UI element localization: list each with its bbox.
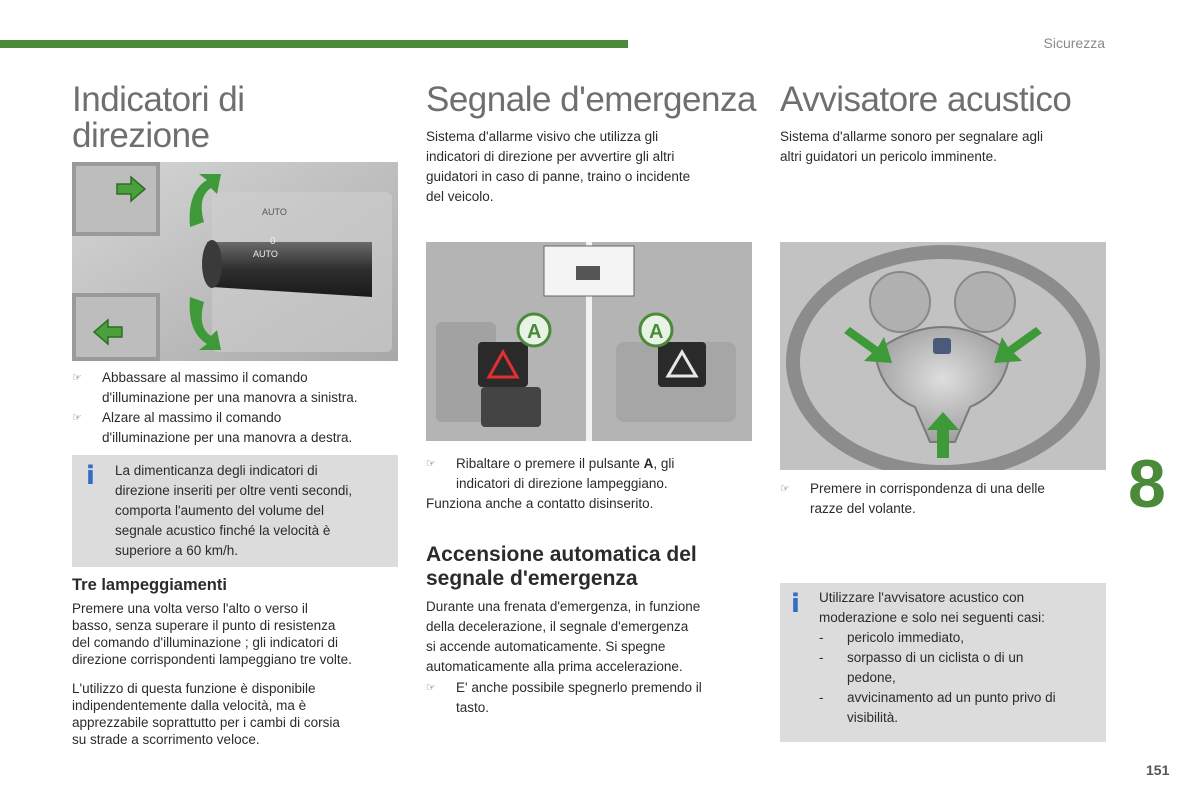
section-title: Sicurezza (1043, 35, 1105, 51)
paragraph-accensione: Durante una frenata d'emergenza, in funzione della decelerazione, il segnale d'emergenza si accende automaticamente. Si spegne automaticamente alla prima accelerazione. (426, 599, 701, 674)
label-a-left: A (527, 321, 542, 343)
pointing-hand-icon: ☞ (426, 682, 436, 694)
pointing-hand-icon: ☞ (72, 372, 82, 384)
paragraph-utilizzo: L'utilizzo di questa funzione è disponibile indipendentemente dalla velocità, ma è apprezzabile soprattutto per i cambi di corsia su strade a scorrimento veloce. (72, 681, 340, 747)
list-item: - sorpasso di un ciclista o di un pedone, (819, 650, 1024, 685)
list-item: - avvicinamento ad un punto privo di visibilità. (819, 690, 1056, 725)
list-item: - pericolo immediato, (819, 630, 965, 645)
stalk-illustration (72, 162, 398, 361)
steering-wheel-illustration (780, 242, 1106, 470)
indicator-bullet-2 (72, 408, 352, 448)
info-icon: i (86, 461, 95, 491)
info-box-indicators (72, 455, 398, 567)
title-line-2: direzione (72, 116, 210, 155)
bullet-text: Abbassare al massimo il comando (102, 370, 308, 385)
chapter-number: 8 (1128, 446, 1166, 522)
title-indicatori (72, 82, 244, 154)
horn-bullet: ☞ Premere in corrispondenza di una delle razze del volante. (780, 481, 1045, 516)
indicator-bullet-1 (72, 368, 357, 408)
intro-segnale: Sistema d'allarme visivo che utilizza gli indicatori di direzione per avvertire gli altri guidatori in caso di panne, traino o incidente del veicolo. (426, 129, 691, 204)
header-green-bar (0, 40, 628, 48)
bullet-text: Alzare al massimo il comando (102, 410, 282, 425)
title-segnale: Segnale d'emergenza (426, 80, 756, 119)
zero-label: 0 (270, 236, 276, 247)
accensione-bullet: ☞ E' anche possibile spegnerlo premendo il tasto. (426, 680, 702, 715)
subheading-tre-lampeggiamenti: Tre lampeggiamenti (72, 576, 227, 594)
info-box-horn (780, 583, 1106, 742)
title-line-1: Indicatori di (72, 80, 245, 119)
label-a-right: A (649, 321, 664, 343)
pointing-hand-icon: ☞ (72, 412, 82, 424)
intro-avvisatore: Sistema d'allarme sonoro per segnalare agli altri guidatori un pericolo imminente. (780, 129, 1043, 164)
info-icon: i (791, 589, 800, 619)
hazard-note: Funziona anche a contatto disinserito. (426, 496, 654, 511)
info-horn-intro: Utilizzare l'avvisatore acustico con moderazione e solo nei seguenti casi: (819, 590, 1045, 625)
page-number: 151 (1146, 762, 1170, 778)
hazard-bullet: ☞ Ribaltare o premere il pulsante A, gli indicatori di direzione lampeggiano. (426, 456, 675, 491)
auto-label-top: AUTO (262, 207, 287, 217)
paragraph-tre-lampeggiamenti: Premere una volta verso l'alto o verso il basso, senza superare il punto di resistenza del comando d'illuminazione ; gli indicatori di direzione corrispondenti lampeggiano tre volte. (72, 601, 352, 667)
info-text: La dimenticanza degli indicatori di direzione inseriti per oltre venti secondi, comporta l'aumento del volume del segnale acustico finché la velocità è superiore a 60 km/h. (115, 463, 353, 558)
pointing-hand-icon: ☞ (780, 483, 790, 495)
hazard-button-illustration (426, 242, 752, 441)
pointing-hand-icon: ☞ (426, 458, 436, 470)
info-horn-list (819, 628, 1099, 728)
bullet-text: d'illuminazione per una manovra a destra. (102, 430, 353, 445)
heading-accensione: Accensione automatica del segnale d'emergenza (426, 543, 697, 590)
title-avvisatore: Avvisatore acustico (780, 80, 1072, 119)
bullet-text: d'illuminazione per una manovra a sinistra. (102, 390, 358, 405)
auto-label: AUTO (253, 249, 278, 259)
